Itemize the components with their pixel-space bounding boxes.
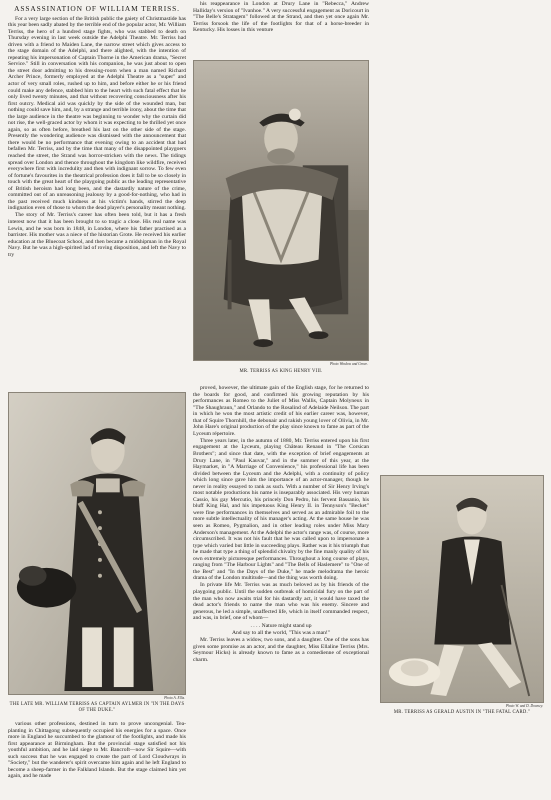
photo-credit-aylmer: Photo A. Ellis. bbox=[164, 696, 185, 700]
article-paragraph: In private life Mr. Terriss was as much beloved as by his friends of the playgoing public. Until the sudden outbreak of homicidal fury on the part of the man who now awaits trial for his dastardly act, it would have taxed the dead actor's friends to name the man who was his enemy. Sincere and generous, he led a simple, unaffected life, which in itself commanded respect, and was, in brief, one of whom— bbox=[193, 582, 369, 622]
photo-terriss-captain-aylmer bbox=[8, 392, 186, 695]
article-column-1-bottom bbox=[8, 721, 186, 797]
article-column-2-top bbox=[193, 1, 369, 59]
article-paragraph: For a very large section of the British public the gaiety of Christmastide has this year been sadly abated by the terrible end of the popular actor, Mr. William Terriss, the hero of a hundred stage fights, who was stabbed to death on Thursday evening in last week outside the Adelphi Theatre. Mr. Terriss had driven with a friend to Maiden Lane, the narrow street which gives access to the stage domain of the Adelphi, and there alighted, with the intention of repeating his impersonation of Captain Thorne in the American drama, "Secret Service." Still in conversation with his companion, he was just about to open the street door admitting to his dressing-room when a man named Richard Archer Prince, formerly employed at the Adelphi Theatre as a "super" and actor of very small roles, rushed up to him, and before either he or his friend could make any defence, stabbed him to the heart with such fatal effect that he only lived twenty minutes, and that without recovering consciousness after his first outcry. Medical aid was quickly by the side of the wounded man, but nothing could save him, and, by a strange and terrible irony, about the time that the large audience in the theatre was beginning to wonder why the curtain did not rise, the well-graced actor by whom it was expecting to be thrilled yet once again, so as often before, breathed his last on the other side of the stage. Presently the wondering audience was dismissed with the announcement that there would be no performance that evening owing to an accident that had befallen Mr. Terriss, and by the time that many of the disappointed playgoers reached the street, the Strand was horror-stricken with the news. The tidings spread over London and thence throughout the kingdom like wildfire, received everywhere first with incredulity and then with indignant sorrow. To few even of fortune's favourites in the theatrical profession does it fall to be so closely in touch with the great heart of the playgoing public as the leading representative of British heroism had long been, and the dastardly nature of the crime, committed out of an unreasoning jealousy by a good-for-nothing, who had in the past received much kindness at his victim's hands, stirred the deep indignation even of those to whom the dead player's personality meant nothing. bbox=[8, 15, 186, 212]
photo-credit-henry: Photo Window and Grove. bbox=[330, 362, 368, 366]
caption-aylmer: THE LATE MR. WILLIAM TERRISS AS CAPTAIN AYLMER IN "IN THE DAYS OF THE DUKE." bbox=[9, 702, 185, 713]
article-paragraph: And say to all the world, "This was a man!" bbox=[231, 630, 331, 637]
article-paragraph: various other professions, destined in turn to prove uncongenial. Tea-planting in Chittagong subsequently occupied his energies for a space. Once more in England he succumbed to the glamour of the footlights, and made his first appearance at Birmingham. But the provincial stage satisfied not his youthful ambition, and he laid siege to Mr. Bancroft—now Sir Squire—with such success that he was engaged to create the part of Lord Cloudwrays in "Society," but the wanderer's spirit overcame him again and he left England to become a sheep-farmer in the Falkland Islands. But the stage claimed him yet again, and he made bbox=[8, 721, 186, 780]
article-paragraph: The story of Mr. Terriss's career has often been told, but it has a fresh interest now that it has been brought to so tragic a close. His real name was Lewin, and he was born in 1848, in London, where his father practised as a barrister. His mother was a niece of the historian Grote. He received his earlier education at the Bluecoat School, and then became a midshipman in the Royal Navy. But he was a high-spirited lad of roving disposition, and left the Navy to try bbox=[8, 212, 186, 258]
article-column-2-bottom bbox=[193, 385, 369, 797]
portrait-illustration bbox=[9, 393, 185, 694]
photo-terriss-gerald-austin bbox=[380, 475, 544, 703]
caption-gerald: MR. TERRISS AS GERALD AUSTIN IN "THE FATAL CARD." bbox=[393, 710, 531, 715]
article-paragraph: . . . . Nature might stand up bbox=[250, 622, 312, 629]
article-paragraph: proved, however, the ultimate gain of the English stage, for he returned to the boards for good, and confirmed his growing reputation by his performances as Romeo to the Juliet of Miss Wallis, Captain Molyneux in "The Shaughraun," and Orlando to the Rosalind of Adelaide Neilson. The part in which he won the most artistic credit of his earlier career was, however, that of Squire Thornhill, the debonair and rakish young lover of Olivia, in Mr. John Hare's original production of the play since known to fame as part of the Lyceum répertoire. bbox=[193, 385, 369, 437]
caption-henry: MR. TERRISS AS KING HENRY VIII. bbox=[239, 369, 323, 374]
portrait-illustration bbox=[194, 61, 368, 360]
photo-terriss-king-henry-viii bbox=[193, 60, 369, 361]
article-paragraph: Mr. Terriss leaves a widow, two sons, and a daughter. One of the sons has given some promise as an actor, and the daughter, Miss Ellaline Terriss (Mrs. Seymour Hicks) is already known to fame as a comedienne of exceptional charm. bbox=[193, 637, 369, 663]
photo-credit-gerald: Photo W. and D. Downey. bbox=[505, 704, 543, 708]
article-paragraph: his reappearance in London at Drury Lane in "Rebecca," Andrew Halliday's version of "Ivanhoe." A very successful engagement as Doricourt in "The Belle's Stratagem" followed at the Strand, and then yet once again Mr. Terriss forsook the life of the footlights for that of a horse-breeder in Kentucky. His losses in this venture bbox=[193, 1, 369, 34]
article-title: ASSASSINATION OF WILLIAM TERRISS. bbox=[14, 6, 180, 13]
article-column-1-top bbox=[8, 6, 186, 385]
portrait-illustration bbox=[381, 476, 543, 702]
article-column-3 bbox=[377, 385, 544, 473]
article-paragraph: Three years later, in the autumn of 1880, Mr. Terriss entered upon his first engagement at the Lyceum, playing Château Renaud in "The Corsican Brothers"; and since that date, with the exception of brief engagements at Drury Lane, in "Paul Kauvar," and in the summer of this year, at the Haymarket, in "A Marriage of Convenience," his professional life has been divided between the Lyceum and the Adelphi, with a continuity of policy which long since gave him the importance of an actor-manager, though he never in reality essayed to rank as such. With a number of Sir Henry Irving's most notable productions his name is inseparably associated. His very human Cassio, his gay Mercutio, his princely Don Pedro, his fervent Bassanio, his bluff King Hal, and his impetuous King Henry II. in Tennyson's "Becket" were fine performances in themselves and served as an admirable foil to the more subtle intellectuality of his manager's acting. At the same house he was seen as Romeo, Pygmalion, and in other leading roles under Miss Mary Anderson's management. At the Adelphi the actor's range was, of course, more circumscribed. It was not his fault that he was called upon to impersonate a type which varied but little in succeeding plays. Rather was it his triumph that he made that type a thing of splendid chivalry by the fine manly quality of his own extremely picturesque performances. Throughout a long course of plays, ranging from "The Harbour Lights" and "The Bells of Haslemere" to "One of the Best" and "In the Days of the Duke," he made melodrama the heroic drama of the London multitude—and the thing was worth doing. bbox=[193, 437, 369, 582]
